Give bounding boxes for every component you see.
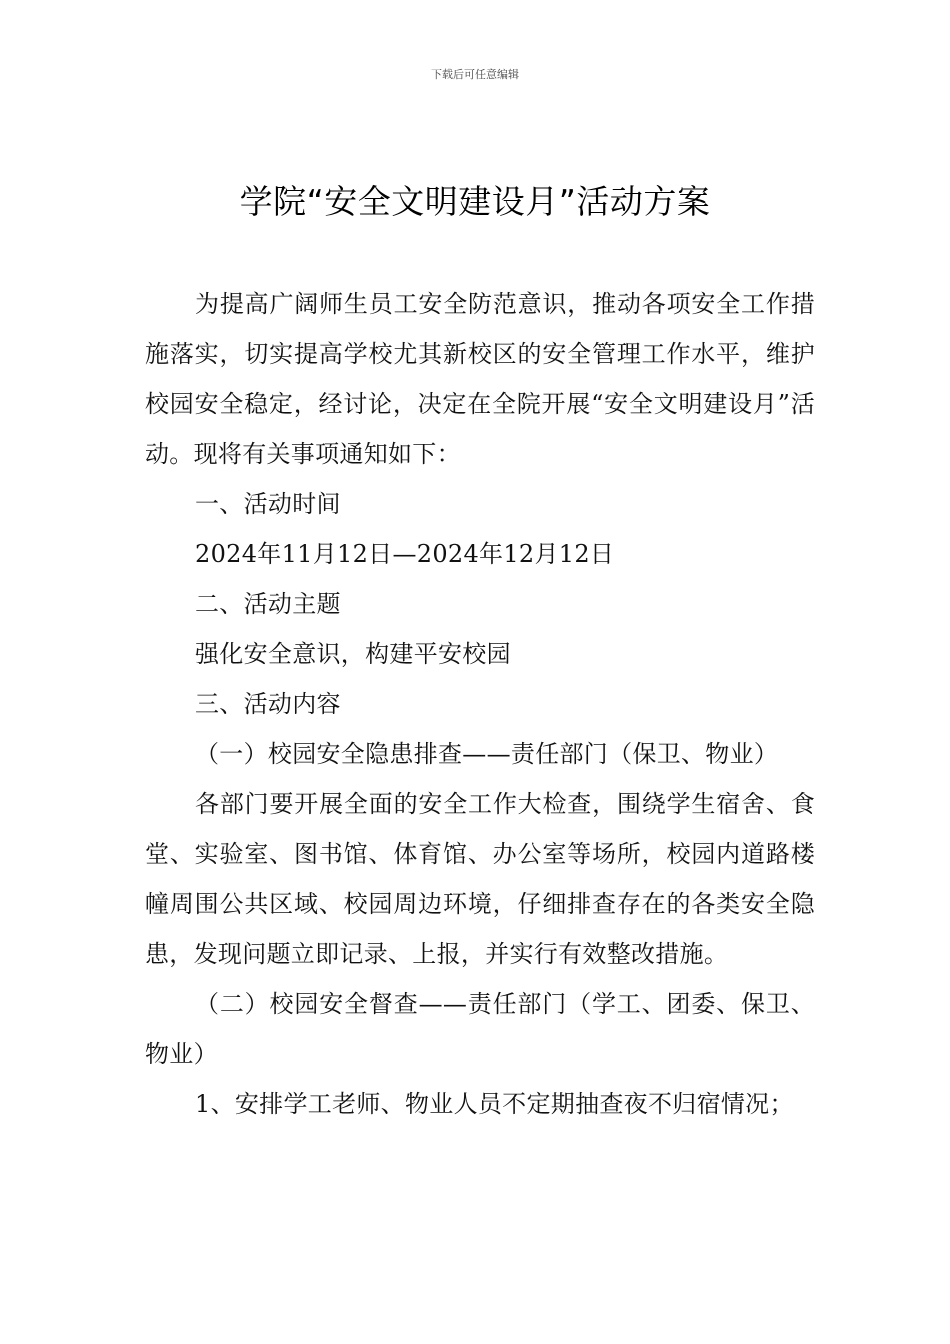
supervision-item-1: 1、安排学工老师、物业人员不定期抽查夜不归宿情况； xyxy=(195,1090,794,1118)
activity-dates: 2024年11月12日—2024年12月12日 xyxy=(195,540,615,568)
section-heading-content: 三、活动内容 xyxy=(195,690,341,718)
document-body xyxy=(145,279,815,1129)
section-heading-theme: 二、活动主题 xyxy=(195,590,341,618)
subsection-heading-hazard-check: （一）校园安全隐患排查——责任部门（保卫、物业） xyxy=(195,740,779,768)
subsection-heading-supervision: （二）校园安全督查——责任部门（学工、团委、保卫、物业） xyxy=(145,990,815,1068)
document-title: 学院“安全文明建设月”活动方案 xyxy=(239,182,711,221)
intro-paragraph: 为提高广阔师生员工安全防范意识，推动各项安全工作措施落实，切实提高学校尤其新校区的安全管理工作水平，维护校园安全稳定，经讨论，决定在全院开展“安全文明建设月”活动。现将有关事项通知如下： xyxy=(145,290,815,468)
hazard-check-paragraph: 各部门要开展全面的安全工作大检查，围绕学生宿舍、食堂、实验室、图书馆、体育馆、办公室等场所，校园内道路楼幢周围公共区域、校园周边环境，仔细排查存在的各类安全隐患，发现问题立即记录、上报，并实行有效整改措施。 xyxy=(145,790,815,968)
header-note: 下载后可任意编辑 xyxy=(431,68,519,81)
activity-theme: 强化安全意识，构建平安校园 xyxy=(195,640,511,668)
section-heading-time: 一、活动时间 xyxy=(195,490,341,518)
